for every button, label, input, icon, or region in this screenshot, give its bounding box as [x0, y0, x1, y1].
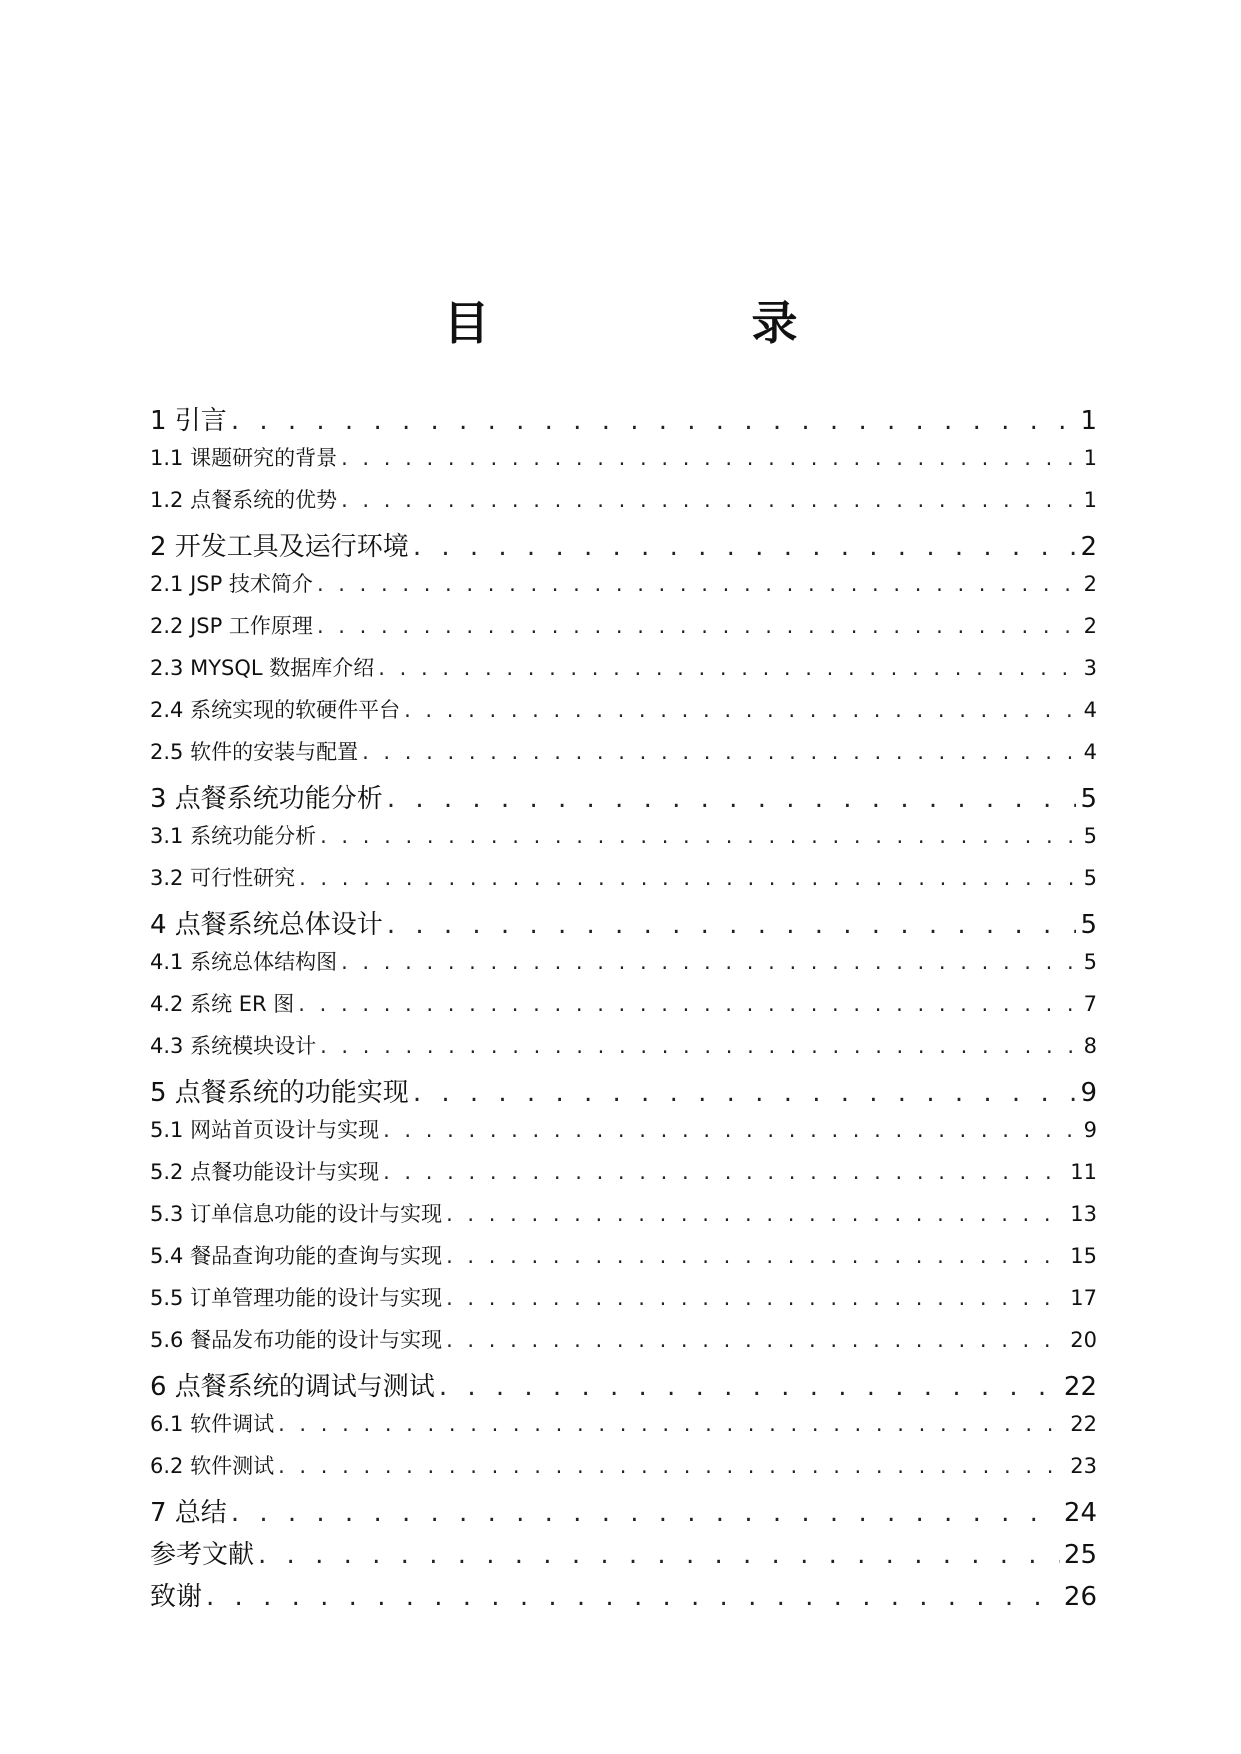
toc-entry-page-number: 4 — [1083, 740, 1097, 764]
toc-entry[interactable] — [150, 1240, 1097, 1282]
dot-leader — [413, 532, 1077, 562]
dot-leader — [206, 1582, 1060, 1612]
toc-entry-page-number: 5 — [1080, 784, 1097, 814]
table-of-contents — [150, 400, 1097, 1618]
toc-entry-page-number: 7 — [1083, 992, 1097, 1016]
toc-entry-page-number: 8 — [1083, 1034, 1097, 1058]
dot-leader — [278, 1454, 1066, 1478]
toc-entry[interactable] — [150, 1114, 1097, 1156]
toc-entry[interactable] — [150, 1198, 1097, 1240]
dot-leader — [387, 910, 1077, 940]
dot-leader — [299, 866, 1080, 890]
toc-entry-page-number: 2 — [1083, 572, 1097, 596]
toc-entry-label: 5.1 网站首页设计与实现 — [150, 1118, 380, 1142]
toc-entry[interactable] — [150, 988, 1097, 1030]
dot-leader — [298, 992, 1079, 1016]
toc-entry-page-number: 2 — [1080, 532, 1097, 562]
dot-leader — [383, 1118, 1080, 1142]
toc-entry[interactable] — [150, 568, 1097, 610]
toc-entry-label: 4.3 系统模块设计 — [150, 1034, 317, 1058]
toc-entry-page-number: 20 — [1070, 1328, 1097, 1352]
toc-entry-label: 1.2 点餐系统的优势 — [150, 488, 338, 512]
dot-leader — [378, 656, 1079, 680]
toc-entry[interactable] — [150, 1408, 1097, 1450]
toc-entry-page-number: 4 — [1083, 698, 1097, 722]
dot-leader — [341, 446, 1080, 470]
toc-entry-page-number: 22 — [1063, 1372, 1097, 1402]
toc-entry-page-number: 17 — [1070, 1286, 1097, 1310]
toc-entry-label: 2.4 系统实现的软硬件平台 — [150, 698, 401, 722]
dot-leader — [446, 1328, 1066, 1352]
toc-entry[interactable] — [150, 904, 1097, 946]
toc-entry-label: 5.5 订单管理功能的设计与实现 — [150, 1286, 443, 1310]
toc-entry-page-number: 1 — [1083, 488, 1097, 512]
toc-entry[interactable] — [150, 1576, 1097, 1618]
toc-entry[interactable] — [150, 442, 1097, 484]
toc-entry-page-number: 11 — [1070, 1160, 1097, 1184]
toc-entry-page-number: 1 — [1080, 406, 1097, 436]
toc-entry-label: 5 点餐系统的功能实现 — [150, 1078, 409, 1108]
dot-leader — [231, 406, 1077, 436]
toc-entry-label: 4 点餐系统总体设计 — [150, 910, 383, 940]
dot-leader — [320, 824, 1080, 848]
toc-entry-label: 5.6 餐品发布功能的设计与实现 — [150, 1328, 443, 1352]
toc-entry[interactable] — [150, 1282, 1097, 1324]
toc-entry-page-number: 5 — [1083, 866, 1097, 890]
dot-leader — [317, 572, 1080, 596]
toc-entry[interactable] — [150, 610, 1097, 652]
toc-entry-page-number: 22 — [1070, 1412, 1097, 1436]
toc-entry-label: 致谢 — [150, 1582, 203, 1612]
toc-entry[interactable] — [150, 862, 1097, 904]
toc-entry[interactable] — [150, 1030, 1097, 1072]
page-title: 目 录 — [443, 296, 906, 350]
toc-entry-label: 2 开发工具及运行环境 — [150, 532, 409, 562]
toc-entry[interactable] — [150, 1492, 1097, 1534]
toc-entry-page-number: 26 — [1063, 1582, 1097, 1612]
toc-entry-page-number: 9 — [1080, 1078, 1097, 1108]
toc-entry[interactable] — [150, 820, 1097, 862]
toc-entry[interactable] — [150, 652, 1097, 694]
dot-leader — [446, 1244, 1066, 1268]
dot-leader — [446, 1286, 1066, 1310]
toc-entry-label: 5.2 点餐功能设计与实现 — [150, 1160, 380, 1184]
toc-entry-page-number: 25 — [1063, 1540, 1097, 1570]
toc-entry[interactable] — [150, 1072, 1097, 1114]
dot-leader — [446, 1202, 1066, 1226]
toc-entry[interactable] — [150, 1324, 1097, 1366]
dot-leader — [278, 1412, 1066, 1436]
dot-leader — [320, 1034, 1080, 1058]
toc-entry[interactable] — [150, 778, 1097, 820]
toc-entry-page-number: 1 — [1083, 446, 1097, 470]
toc-entry[interactable] — [150, 1156, 1097, 1198]
toc-entry-label: 参考文献 — [150, 1540, 255, 1570]
dot-leader — [387, 784, 1077, 814]
toc-entry-label: 6 点餐系统的调试与测试 — [150, 1372, 435, 1402]
toc-entry-label: 6.1 软件调试 — [150, 1412, 275, 1436]
dot-leader — [413, 1078, 1077, 1108]
toc-entry-page-number: 13 — [1070, 1202, 1097, 1226]
toc-entry[interactable] — [150, 946, 1097, 988]
toc-entry-label: 5.3 订单信息功能的设计与实现 — [150, 1202, 443, 1226]
dot-leader — [231, 1498, 1060, 1528]
toc-entry-label: 2.2 JSP 工作原理 — [150, 614, 313, 638]
toc-entry-page-number: 3 — [1083, 656, 1097, 680]
dot-leader — [404, 698, 1080, 722]
toc-entry-label: 4.2 系统 ER 图 — [150, 992, 295, 1016]
toc-entry[interactable] — [150, 1450, 1097, 1492]
dot-leader — [341, 488, 1080, 512]
dot-leader — [362, 740, 1080, 764]
dot-leader — [439, 1372, 1060, 1402]
toc-entry[interactable] — [150, 736, 1097, 778]
toc-entry-page-number: 2 — [1083, 614, 1097, 638]
toc-entry-label: 2.1 JSP 技术简介 — [150, 572, 313, 596]
toc-entry-label: 5.4 餐品查询功能的查询与实现 — [150, 1244, 443, 1268]
toc-entry[interactable] — [150, 694, 1097, 736]
toc-entry-page-number: 5 — [1083, 950, 1097, 974]
toc-entry[interactable] — [150, 484, 1097, 526]
toc-entry-page-number: 5 — [1080, 910, 1097, 940]
dot-leader — [341, 950, 1080, 974]
toc-entry[interactable] — [150, 1366, 1097, 1408]
toc-entry-label: 7 总结 — [150, 1498, 227, 1528]
toc-entry-page-number: 24 — [1063, 1498, 1097, 1528]
toc-entry-label: 1.1 课题研究的背景 — [150, 446, 338, 470]
toc-entry-page-number: 9 — [1083, 1118, 1097, 1142]
toc-entry-label: 3.2 可行性研究 — [150, 866, 296, 890]
toc-entry-label: 6.2 软件测试 — [150, 1454, 275, 1478]
dot-leader — [258, 1540, 1060, 1570]
toc-entry-page-number: 15 — [1070, 1244, 1097, 1268]
toc-entry-label: 3.1 系统功能分析 — [150, 824, 317, 848]
toc-entry-label: 2.5 软件的安装与配置 — [150, 740, 359, 764]
toc-entry-label: 2.3 MYSQL 数据库介绍 — [150, 656, 375, 680]
toc-entry-label: 4.1 系统总体结构图 — [150, 950, 338, 974]
toc-entry-label: 3 点餐系统功能分析 — [150, 784, 383, 814]
toc-entry[interactable] — [150, 400, 1097, 442]
toc-entry[interactable] — [150, 526, 1097, 568]
dot-leader — [383, 1160, 1066, 1184]
toc-entry-label: 1 引言 — [150, 406, 227, 436]
toc-entry-page-number: 5 — [1083, 824, 1097, 848]
toc-entry[interactable] — [150, 1534, 1097, 1576]
dot-leader — [317, 614, 1080, 638]
toc-entry-page-number: 23 — [1070, 1454, 1097, 1478]
